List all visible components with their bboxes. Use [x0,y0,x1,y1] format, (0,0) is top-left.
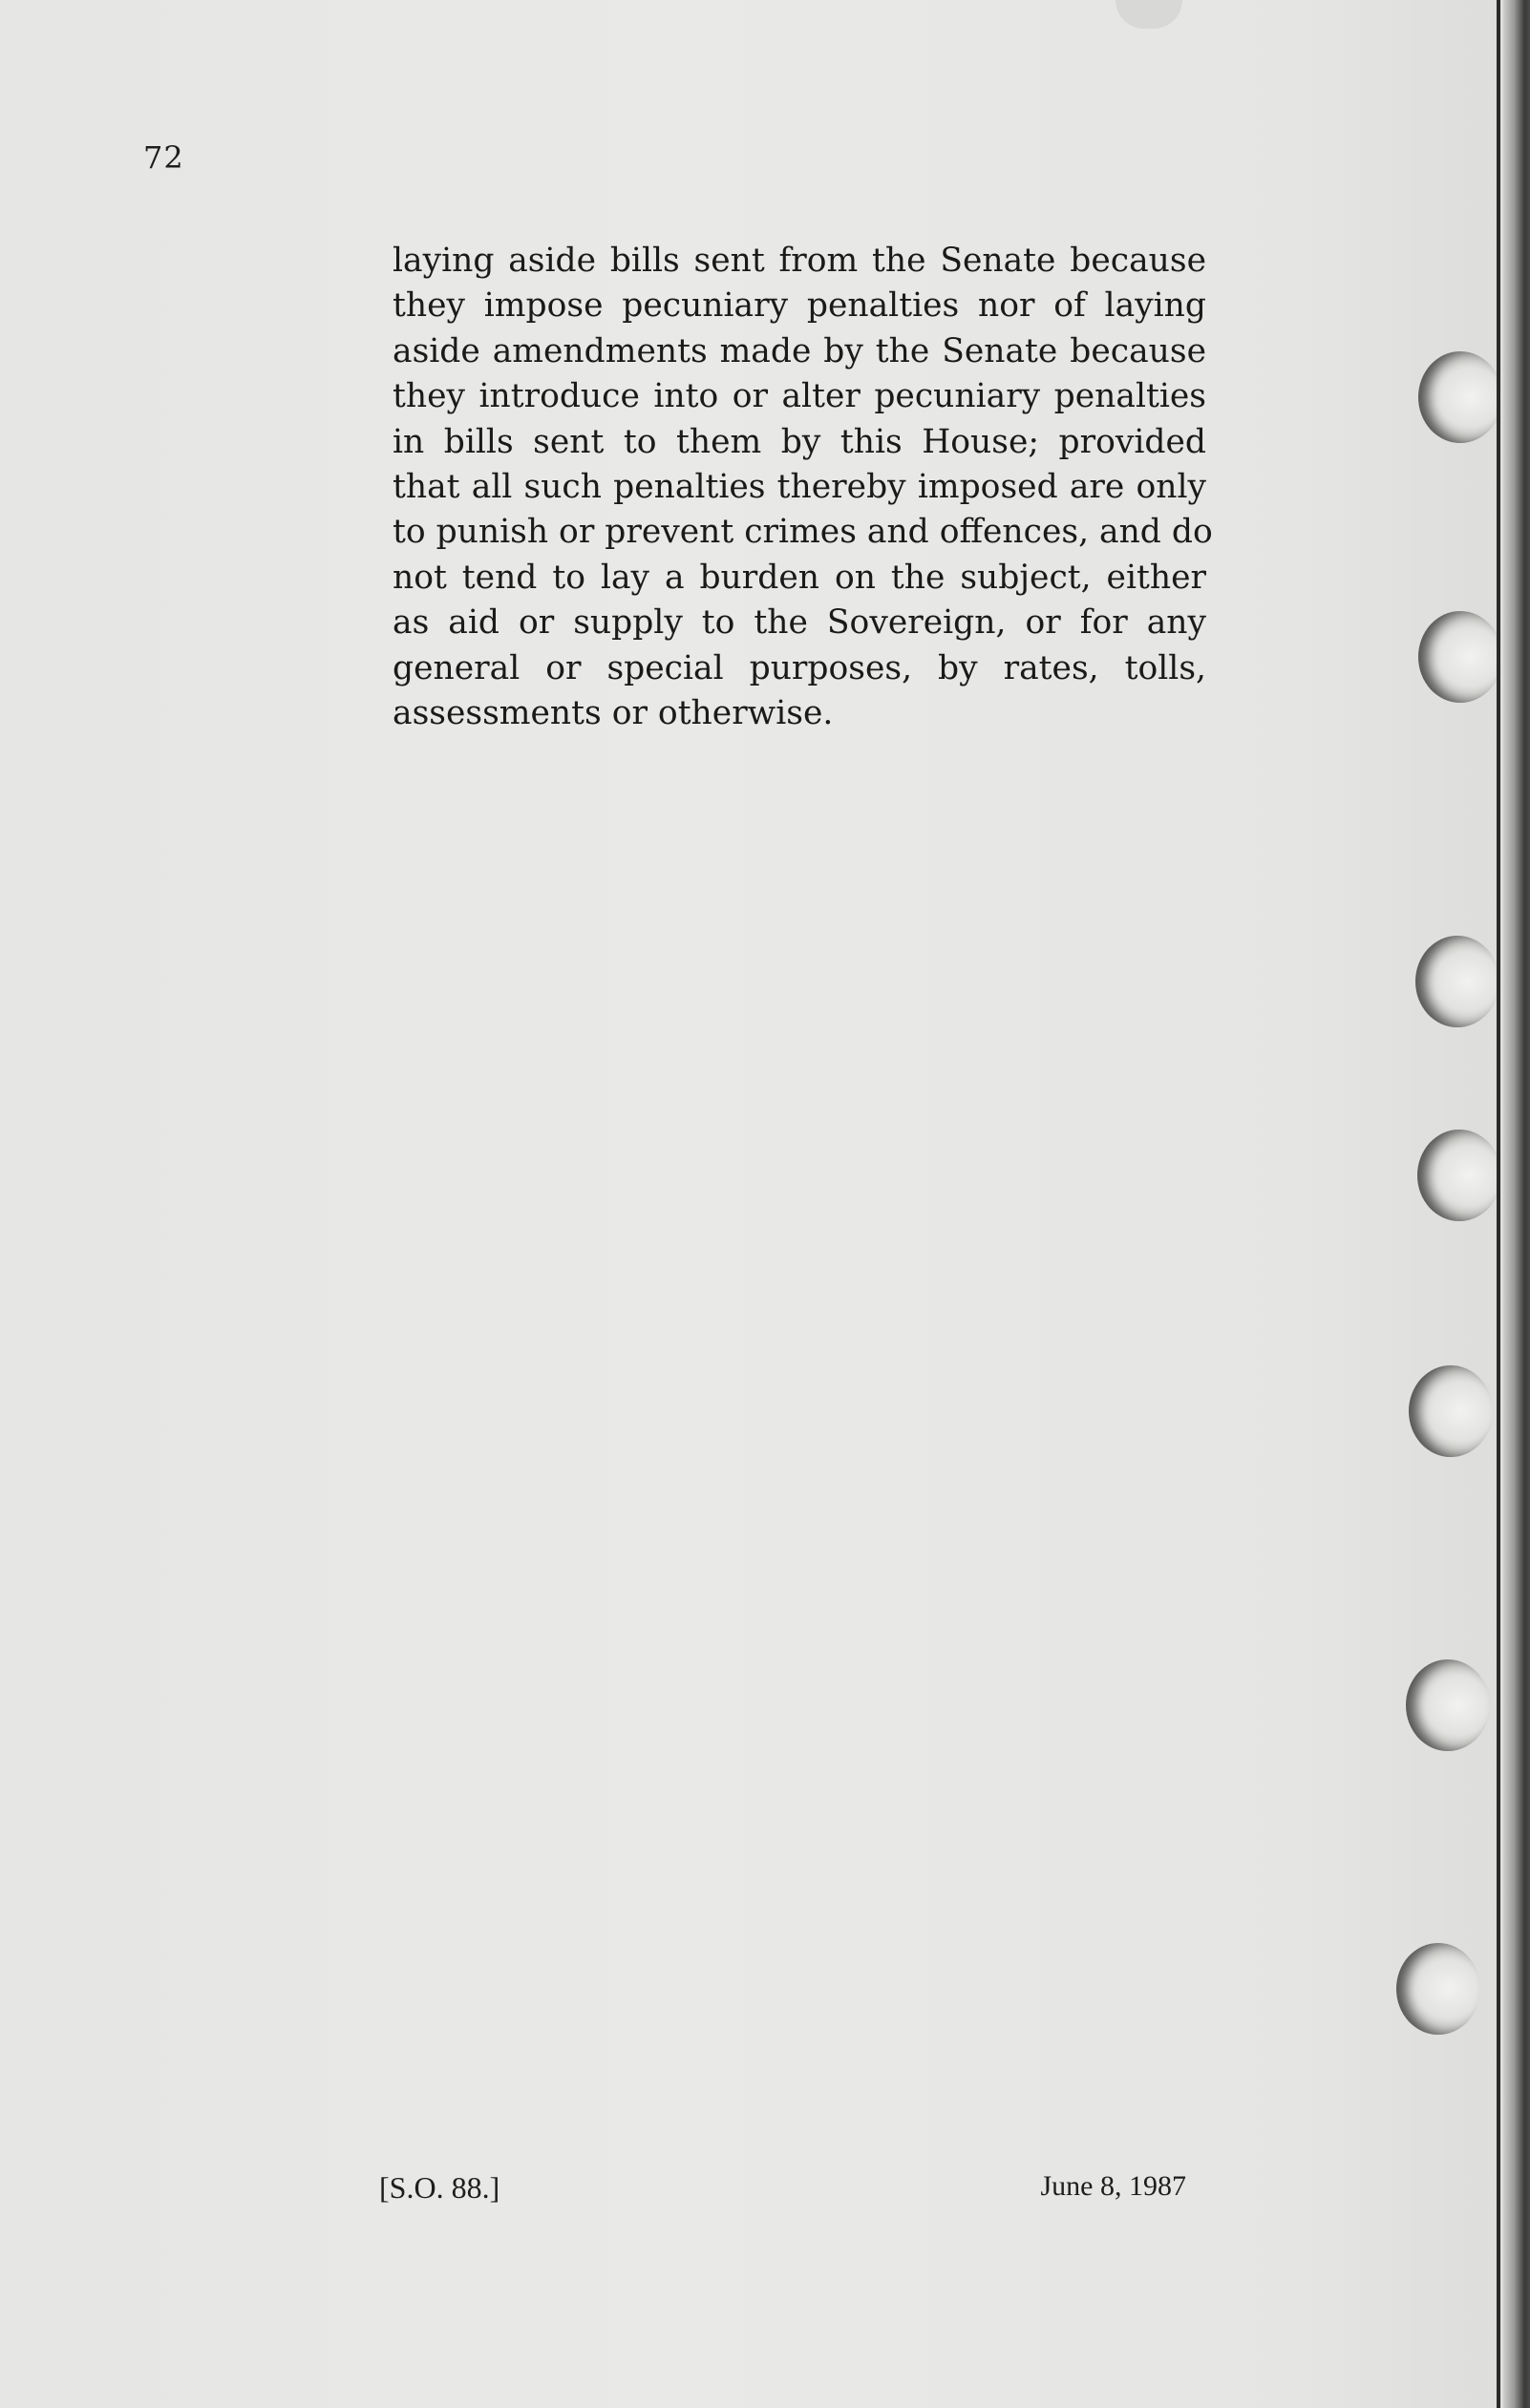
body-line: aside amendments made by the Senate because [393,331,1206,370]
body-line: not tend to lay a burden on the subject, either [393,558,1206,597]
body-line: general or special purposes, by rates, tolls, [393,648,1206,687]
binding-edge-line [1497,0,1500,2408]
punch-hole [1418,611,1502,703]
footer-date: June 8, 1987 [1040,2170,1186,2202]
body-line: in bills sent to them by this House; provided [393,422,1206,461]
page-number: 72 [143,139,184,176]
punch-hole [1418,351,1502,443]
binding-edge [1503,0,1530,2408]
body-line: that all such penalties thereby imposed are only [393,468,1206,507]
body-line: as aid or supply to the Sovereign, or for any [393,603,1206,643]
body-paragraph [393,239,1213,736]
body-line: assessments or otherwise. [393,694,834,733]
standing-order-reference: [S.O. 88.] [379,2170,500,2205]
body-line: laying aside bills sent from the Senate because [393,242,1206,280]
body-line: they impose pecuniary penalties nor of laying [393,286,1206,326]
punch-hole [1415,936,1499,1027]
body-line: they introduce into or alter pecuniary penalties [393,377,1206,416]
page-smudge [1116,0,1182,29]
punch-hole [1396,1943,1480,2035]
punch-hole [1409,1365,1493,1457]
punch-hole [1406,1659,1490,1751]
punch-hole [1417,1130,1501,1221]
body-line: to punish or prevent crimes and offences, and do [393,513,1213,552]
